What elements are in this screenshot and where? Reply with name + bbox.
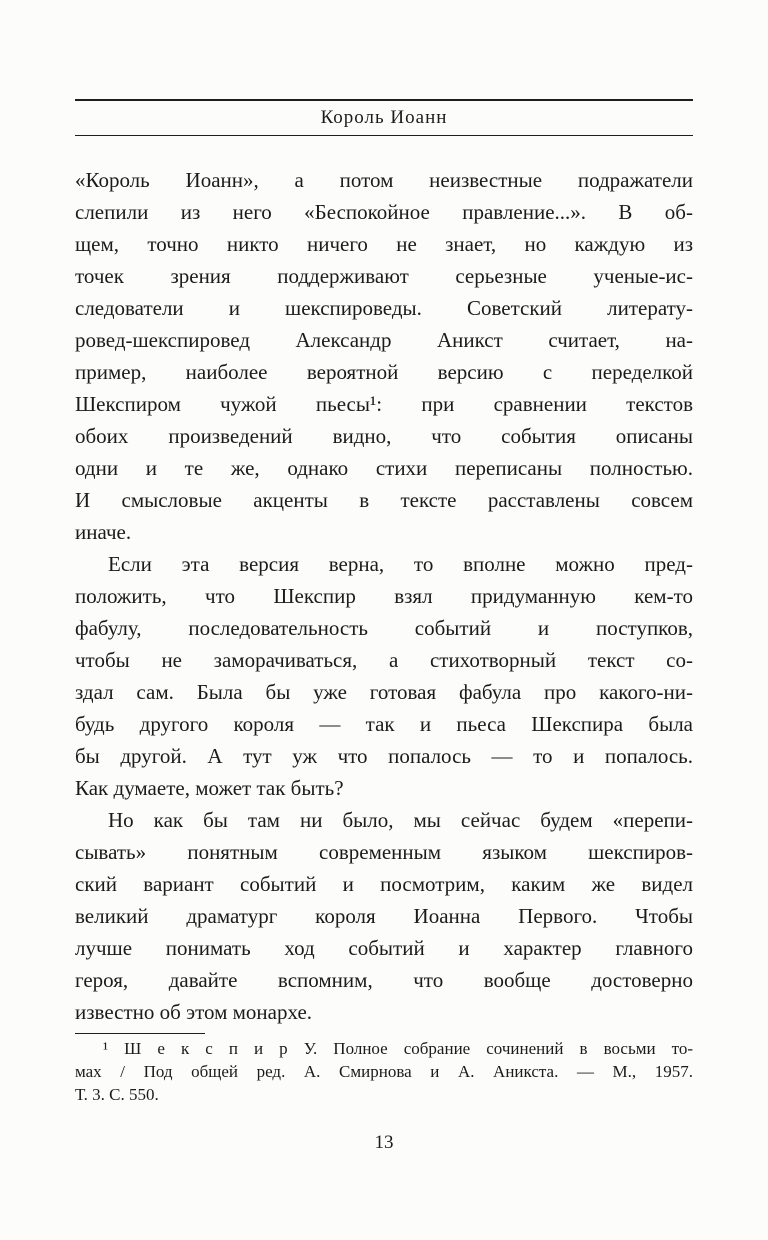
text-line: Т. 3. С. 550.	[75, 1085, 159, 1104]
text-line: ¹ Ш е к с п и р У. Полное собрание сочинений в восьми то-	[103, 1039, 693, 1058]
text-line: «Король Иоанн», а потом неизвестные подражатели	[75, 168, 693, 192]
page-number: 13	[374, 1132, 394, 1153]
text-line: иначе.	[75, 520, 132, 544]
text-line: И смысловые акценты в тексте расставлены совсем	[75, 488, 693, 512]
text-line: обоих произведений видно, что события описаны	[75, 424, 693, 448]
text-line: пример, наиболее вероятной версию с переделкой	[75, 360, 693, 384]
text-line: следователи и шекспироведы. Советский литерату-	[75, 296, 693, 320]
text-line: известно об этом монархе.	[75, 1000, 313, 1024]
text-line: Но как бы там ни было, мы сейчас будем «перепи-	[108, 808, 693, 832]
text-line: сывать» понятным современным языком шекспиров-	[75, 840, 693, 864]
footnote	[75, 1037, 693, 1106]
text-line: фабулу, последовательность событий и поступков,	[75, 616, 693, 640]
paragraph	[75, 164, 693, 548]
text-line: одни и те же, однако стихи переписаны полностью.	[75, 456, 693, 480]
text-line: ровед-шекспировед Александр Аникст считает, на-	[75, 328, 693, 352]
text-line: положить, что Шекспир взял придуманную кем-то	[75, 584, 693, 608]
text-line: мах / Под общей ред. А. Смирнова и А. Аникста. — М., 1957.	[75, 1062, 693, 1081]
text-line: здал сам. Была бы уже готовая фабула про какого-ни-	[75, 680, 693, 704]
body-text	[75, 164, 693, 1028]
footnote-divider	[75, 1033, 205, 1034]
text-line: ский вариант событий и посмотрим, каким же видел	[75, 872, 693, 896]
text-line: слепили из него «Беспокойное правление...». В об-	[75, 200, 693, 224]
text-line: бы другой. А тут уж что попалось — то и попалось.	[75, 744, 693, 768]
text-line: Если эта версия верна, то вполне можно пред-	[108, 552, 693, 576]
paragraph	[75, 548, 693, 804]
running-head	[75, 99, 693, 136]
text-line: лучше понимать ход событий и характер главного	[75, 936, 693, 960]
text-line: великий драматург короля Иоанна Первого. Чтобы	[75, 904, 693, 928]
running-head-title: Король Иоанн	[320, 107, 448, 128]
text-line: Как думаете, может так быть?	[75, 776, 344, 800]
text-line: чтобы не заморачиваться, а стихотворный текст со-	[75, 648, 693, 672]
text-line: Шекспиром чужой пьесы¹: при сравнении текстов	[75, 392, 693, 416]
text-line: точек зрения поддерживают серьезные ученые-ис-	[75, 264, 693, 288]
text-line: будь другого короля — так и пьеса Шекспира была	[75, 712, 693, 736]
text-line: щем, точно никто ничего не знает, но каждую из	[75, 232, 693, 256]
text-line: героя, давайте вспомним, что вообще достоверно	[75, 968, 693, 992]
paragraph	[75, 804, 693, 1028]
